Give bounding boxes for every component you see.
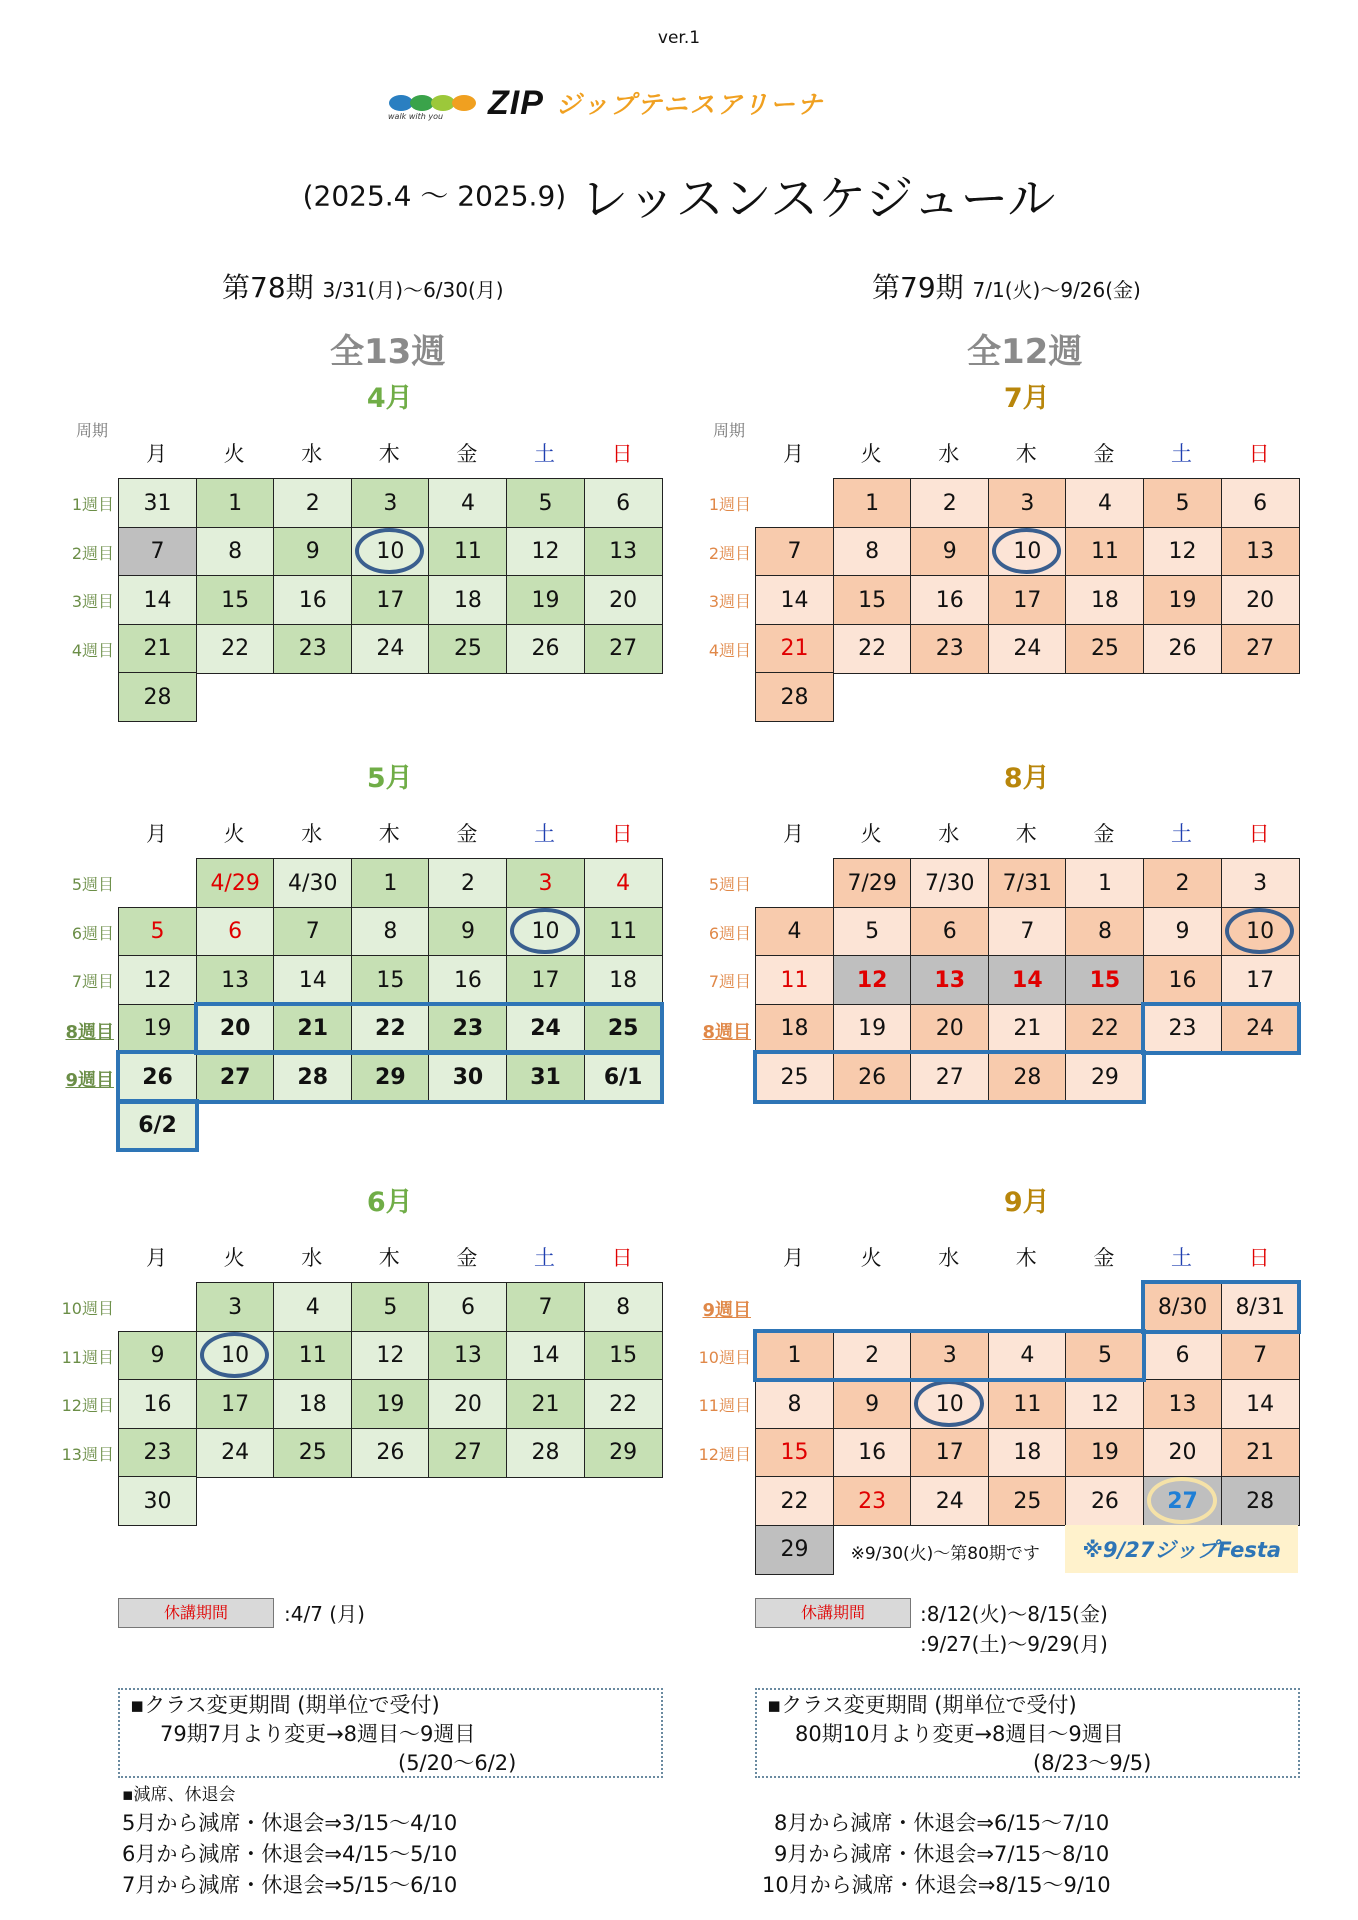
aug-day-cell[interactable]: 14 bbox=[988, 955, 1067, 1005]
aug-week-label-3: 8週目 bbox=[702, 1021, 751, 1043]
sep-day-cell[interactable]: 5 bbox=[1065, 1331, 1144, 1381]
aug-day-cell[interactable]: 27 bbox=[910, 1052, 989, 1102]
jul-day-cell[interactable]: 1 bbox=[833, 478, 912, 528]
jul-day-cell[interactable]: 22 bbox=[833, 624, 912, 674]
apr-day-cell[interactable]: 16 bbox=[273, 575, 352, 625]
may-dayheader-6: 日 bbox=[611, 822, 633, 846]
apr-day-cell[interactable]: 24 bbox=[351, 624, 430, 674]
jun-day-cell[interactable]: 24 bbox=[196, 1428, 275, 1478]
jun-week-label-0: 10週目 bbox=[61, 1299, 114, 1318]
jul-week-label-1: 2週目 bbox=[708, 543, 751, 563]
jul-day-cell[interactable]: 7 bbox=[755, 527, 834, 577]
jul-day-cell[interactable]: 3 bbox=[988, 478, 1067, 528]
may-day-cell[interactable]: 28 bbox=[273, 1052, 352, 1102]
jun-day-cell[interactable]: 23 bbox=[118, 1428, 197, 1478]
sep-day-cell[interactable]: 7 bbox=[1221, 1331, 1300, 1381]
sep-day-cell[interactable]: 18 bbox=[988, 1428, 1067, 1478]
jun-dayheader-3: 木 bbox=[378, 1246, 400, 1270]
apr-day-cell[interactable]: 31 bbox=[118, 478, 197, 528]
class-change-box-right bbox=[755, 1688, 1300, 1778]
apr-day-cell[interactable]: 8 bbox=[196, 527, 275, 577]
sep-day-cell[interactable]: 4 bbox=[988, 1331, 1067, 1381]
jun-day-cell[interactable]: 15 bbox=[584, 1331, 663, 1381]
sep-day-cell[interactable]: 22 bbox=[755, 1476, 834, 1526]
aug-dayheader-4: 金 bbox=[1093, 822, 1115, 846]
jun-day-cell[interactable]: 9 bbox=[118, 1331, 197, 1381]
class-change-left-line1: 79期7月より変更→8週目～9週目 bbox=[160, 1722, 476, 1746]
may-day-cell[interactable]: 23 bbox=[428, 1004, 507, 1054]
aug-day-cell[interactable]: 28 bbox=[988, 1052, 1067, 1102]
term78-header bbox=[222, 266, 504, 306]
may-week-label-3: 8週目 bbox=[65, 1021, 114, 1043]
jul-day-cell[interactable]: 25 bbox=[1065, 624, 1144, 674]
jul-day-cell[interactable]: 20 bbox=[1221, 575, 1300, 625]
jul-week-label-0: 1週目 bbox=[708, 495, 751, 514]
jul-day-cell[interactable]: 13 bbox=[1221, 527, 1300, 577]
may-dayheader-1: 火 bbox=[223, 822, 245, 846]
apr-day-cell[interactable]: 20 bbox=[584, 575, 663, 625]
jun-day-cell[interactable]: 8 bbox=[584, 1282, 663, 1332]
aug-day-cell[interactable]: 5 bbox=[833, 907, 912, 957]
jun-dayheader-1: 火 bbox=[223, 1246, 245, 1270]
reduce-right-2: 9月から減席・休退会⇒7/15～8/10 bbox=[774, 1842, 1110, 1866]
legend-right-text-1: :8/12(火)～8/15(金) bbox=[920, 1602, 1108, 1626]
apr-day-cell[interactable]: 27 bbox=[584, 624, 663, 674]
sep-week-label-0: 9週目 bbox=[702, 1300, 751, 1321]
logo-name: ジップテニスアリーナ bbox=[555, 90, 824, 119]
may-day-cell[interactable]: 31 bbox=[506, 1052, 585, 1102]
apr-week-label-2: 3週目 bbox=[71, 592, 114, 611]
jul-dayheader-5: 土 bbox=[1171, 442, 1192, 466]
aug-week-label-0: 5週目 bbox=[708, 875, 751, 894]
aug-day-cell[interactable]: 7/31 bbox=[988, 858, 1067, 908]
apr-day-cell[interactable]: 22 bbox=[196, 624, 275, 674]
sep-dayheader-0: 月 bbox=[783, 1246, 804, 1270]
apr-dayheader-2: 水 bbox=[301, 442, 323, 466]
sep-week-label-2: 11週目 bbox=[698, 1396, 751, 1415]
jul-day-cell[interactable]: 4 bbox=[1065, 478, 1144, 528]
jun-month-title: 6月 bbox=[366, 1187, 413, 1218]
jul-day-cell[interactable]: 26 bbox=[1143, 624, 1222, 674]
sep-day-cell[interactable]: 6 bbox=[1143, 1331, 1222, 1381]
may-day-cell[interactable]: 1 bbox=[351, 858, 430, 908]
may-dayheader-2: 水 bbox=[301, 822, 323, 846]
may-day-cell[interactable]: 21 bbox=[273, 1004, 352, 1054]
may-day-cell[interactable]: 6 bbox=[196, 907, 275, 957]
apr-day-cell[interactable]: 28 bbox=[118, 672, 197, 722]
may-day-cell[interactable]: 10 bbox=[506, 907, 585, 957]
apr-dayheader-4: 金 bbox=[456, 442, 478, 466]
jul-dayheader-6: 日 bbox=[1248, 442, 1270, 466]
jul-day-cell[interactable]: 23 bbox=[910, 624, 989, 674]
aug-day-cell[interactable]: 25 bbox=[755, 1052, 834, 1102]
jul-dayheader-0: 月 bbox=[783, 442, 804, 466]
sep-day-cell[interactable]: 2 bbox=[833, 1331, 912, 1381]
jul-day-cell[interactable]: 27 bbox=[1221, 624, 1300, 674]
may-day-cell[interactable]: 6/2 bbox=[118, 1101, 197, 1151]
may-day-cell[interactable]: 2 bbox=[428, 858, 507, 908]
legend-left-text: :4/7 (月) bbox=[284, 1602, 365, 1626]
aug-day-cell[interactable]: 6 bbox=[910, 907, 989, 957]
jun-day-cell[interactable]: 26 bbox=[351, 1428, 430, 1478]
jun-dayheader-4: 金 bbox=[456, 1246, 478, 1270]
sep-day-cell[interactable]: 9 bbox=[833, 1379, 912, 1429]
jun-day-cell[interactable]: 13 bbox=[428, 1331, 507, 1381]
jul-day-cell[interactable]: 11 bbox=[1065, 527, 1144, 577]
sep-day-cell[interactable]: 8/31 bbox=[1221, 1282, 1300, 1332]
jul-day-cell[interactable]: 28 bbox=[755, 672, 834, 722]
apr-day-cell[interactable]: 17 bbox=[351, 575, 430, 625]
page-title bbox=[0, 160, 1358, 229]
jun-day-cell[interactable]: 18 bbox=[273, 1379, 352, 1429]
jul-day-cell[interactable]: 21 bbox=[755, 624, 834, 674]
may-dayheader-5: 土 bbox=[534, 822, 555, 846]
jul-day-cell[interactable]: 14 bbox=[755, 575, 834, 625]
apr-dayheader-6: 日 bbox=[611, 442, 633, 466]
jun-dayheader-2: 水 bbox=[301, 1246, 323, 1270]
aug-day-cell[interactable]: 20 bbox=[910, 1004, 989, 1054]
aug-day-cell[interactable]: 2 bbox=[1143, 858, 1222, 908]
class-change-right-line1: 80期10月より変更→8週目～9週目 bbox=[795, 1722, 1124, 1746]
apr-day-cell[interactable]: 1 bbox=[196, 478, 275, 528]
apr-day-cell[interactable]: 11 bbox=[428, 527, 507, 577]
logo-brand: ZIP bbox=[488, 83, 544, 122]
sep-day-cell[interactable]: 8 bbox=[755, 1379, 834, 1429]
jul-day-cell[interactable]: 6 bbox=[1221, 478, 1300, 528]
may-day-cell[interactable]: 19 bbox=[118, 1004, 197, 1054]
sep-next-term-note: ※9/30(火)～第80期です bbox=[850, 1543, 1040, 1564]
may-month-title: 5月 bbox=[366, 763, 413, 794]
jul-dayheader-4: 金 bbox=[1093, 442, 1115, 466]
apr-day-cell[interactable]: 14 bbox=[118, 575, 197, 625]
term79-weeks: 全12週 bbox=[967, 332, 1083, 372]
may-day-cell[interactable]: 30 bbox=[428, 1052, 507, 1102]
jul-cycle-label: 周期 bbox=[713, 421, 746, 440]
may-day-cell[interactable]: 4 bbox=[584, 858, 663, 908]
jun-day-cell[interactable]: 5 bbox=[351, 1282, 430, 1332]
apr-dayheader-3: 木 bbox=[378, 442, 400, 466]
apr-week-label-0: 1週目 bbox=[71, 495, 114, 514]
sep-day-cell[interactable]: 3 bbox=[910, 1331, 989, 1381]
class-change-left-line2: (5/20～6/2) bbox=[398, 1751, 517, 1775]
apr-day-cell[interactable]: 3 bbox=[351, 478, 430, 528]
sep-dayheader-1: 火 bbox=[860, 1246, 882, 1270]
legend-right-text-2: :9/27(土)～9/29(月) bbox=[920, 1632, 1108, 1656]
jul-day-cell[interactable]: 10 bbox=[988, 527, 1067, 577]
apr-day-cell[interactable]: 2 bbox=[273, 478, 352, 528]
term79-dates: 7/1(火)～9/26(金) bbox=[972, 278, 1141, 302]
reduce-left-1: 5月から減席・休退会⇒3/15～4/10 bbox=[122, 1811, 458, 1835]
jun-day-cell[interactable]: 21 bbox=[506, 1379, 585, 1429]
jun-week-label-3: 13週目 bbox=[61, 1444, 114, 1464]
logo-tagline: walk with you bbox=[388, 112, 444, 121]
may-day-cell[interactable]: 11 bbox=[584, 907, 663, 957]
jul-week-label-2: 3週目 bbox=[708, 592, 751, 611]
aug-day-cell[interactable]: 19 bbox=[833, 1004, 912, 1054]
jun-day-cell[interactable]: 25 bbox=[273, 1428, 352, 1478]
may-dayheader-3: 木 bbox=[378, 822, 400, 846]
may-week-label-2: 7週目 bbox=[71, 972, 114, 991]
apr-day-cell[interactable]: 12 bbox=[506, 527, 585, 577]
sep-day-cell[interactable]: 8/30 bbox=[1143, 1282, 1222, 1332]
aug-day-cell[interactable]: 7/30 bbox=[910, 858, 989, 908]
may-day-cell[interactable]: 29 bbox=[351, 1052, 430, 1102]
sep-week-label-1: 10週目 bbox=[698, 1347, 751, 1367]
aug-week-label-2: 7週目 bbox=[708, 972, 751, 991]
sep-day-cell[interactable]: 25 bbox=[988, 1476, 1067, 1526]
may-day-cell[interactable]: 22 bbox=[351, 1004, 430, 1054]
sep-day-cell[interactable]: 27 bbox=[1143, 1476, 1222, 1526]
may-day-cell[interactable]: 7 bbox=[273, 907, 352, 957]
aug-day-cell[interactable]: 15 bbox=[1065, 955, 1144, 1005]
may-dayheader-4: 金 bbox=[456, 822, 478, 846]
aug-dayheader-2: 水 bbox=[938, 822, 960, 846]
jun-day-cell[interactable]: 10 bbox=[196, 1331, 275, 1381]
aug-day-cell[interactable]: 23 bbox=[1143, 1004, 1222, 1054]
may-day-cell[interactable]: 13 bbox=[196, 955, 275, 1005]
jul-day-cell[interactable]: 2 bbox=[910, 478, 989, 528]
apr-day-cell[interactable]: 15 bbox=[196, 575, 275, 625]
jul-day-cell[interactable]: 9 bbox=[910, 527, 989, 577]
sep-day-cell[interactable]: 15 bbox=[755, 1428, 834, 1478]
apr-day-cell[interactable]: 18 bbox=[428, 575, 507, 625]
jul-month-title: 7月 bbox=[1003, 383, 1050, 414]
may-day-cell[interactable]: 25 bbox=[584, 1004, 663, 1054]
jun-week-label-2: 12週目 bbox=[61, 1396, 114, 1415]
aug-day-cell[interactable]: 29 bbox=[1065, 1052, 1144, 1102]
may-week-label-0: 5週目 bbox=[71, 875, 114, 894]
jun-day-cell[interactable]: 12 bbox=[351, 1331, 430, 1381]
jun-day-cell[interactable]: 29 bbox=[584, 1428, 663, 1478]
apr-dayheader-5: 土 bbox=[534, 442, 555, 466]
sep-day-cell[interactable]: 28 bbox=[1221, 1476, 1300, 1526]
jul-dayheader-2: 水 bbox=[938, 442, 960, 466]
jul-day-cell[interactable]: 16 bbox=[910, 575, 989, 625]
jul-day-cell[interactable]: 24 bbox=[988, 624, 1067, 674]
jun-day-cell[interactable]: 6 bbox=[428, 1282, 507, 1332]
sep-day-cell[interactable]: 29 bbox=[755, 1525, 834, 1575]
sep-day-cell[interactable]: 14 bbox=[1221, 1379, 1300, 1429]
aug-dayheader-5: 土 bbox=[1171, 822, 1192, 846]
apr-day-cell[interactable]: 21 bbox=[118, 624, 197, 674]
jun-day-cell[interactable]: 20 bbox=[428, 1379, 507, 1429]
jun-day-cell[interactable]: 7 bbox=[506, 1282, 585, 1332]
aug-day-cell[interactable]: 8 bbox=[1065, 907, 1144, 957]
sep-day-cell[interactable]: 10 bbox=[910, 1379, 989, 1429]
aug-day-cell[interactable]: 12 bbox=[833, 955, 912, 1005]
sep-month-title: 9月 bbox=[1003, 1187, 1050, 1218]
aug-day-cell[interactable]: 22 bbox=[1065, 1004, 1144, 1054]
apr-day-cell[interactable]: 19 bbox=[506, 575, 585, 625]
reduce-right-1: 8月から減席・休退会⇒6/15～7/10 bbox=[774, 1811, 1110, 1835]
apr-month-title: 4月 bbox=[366, 383, 413, 414]
leaf-logo-icon bbox=[388, 92, 478, 114]
legend-swatch-right: 休講期間 bbox=[755, 1598, 911, 1628]
may-day-cell[interactable]: 27 bbox=[196, 1052, 275, 1102]
sep-dayheader-6: 日 bbox=[1248, 1246, 1270, 1270]
aug-dayheader-1: 火 bbox=[860, 822, 882, 846]
aug-day-cell[interactable]: 17 bbox=[1221, 955, 1300, 1005]
jun-day-cell[interactable]: 19 bbox=[351, 1379, 430, 1429]
apr-cycle-label: 周期 bbox=[76, 421, 109, 440]
jul-dayheader-1: 火 bbox=[860, 442, 882, 466]
may-day-cell[interactable]: 8 bbox=[351, 907, 430, 957]
aug-day-cell[interactable]: 11 bbox=[755, 955, 834, 1005]
may-day-cell[interactable]: 12 bbox=[118, 955, 197, 1005]
may-day-cell[interactable]: 5 bbox=[118, 907, 197, 957]
term78-weeks: 全13週 bbox=[330, 332, 446, 372]
jun-day-cell[interactable]: 3 bbox=[196, 1282, 275, 1332]
aug-dayheader-0: 月 bbox=[783, 822, 804, 846]
may-day-cell[interactable]: 15 bbox=[351, 955, 430, 1005]
term79-header bbox=[872, 266, 1141, 306]
may-day-cell[interactable]: 20 bbox=[196, 1004, 275, 1054]
term79-label: 第79期 bbox=[872, 271, 964, 304]
sep-day-cell[interactable]: 21 bbox=[1221, 1428, 1300, 1478]
jun-dayheader-5: 土 bbox=[534, 1246, 555, 1270]
logo bbox=[388, 83, 824, 122]
aug-day-cell[interactable]: 24 bbox=[1221, 1004, 1300, 1054]
may-day-cell[interactable]: 26 bbox=[118, 1052, 197, 1102]
version-label: ver.1 bbox=[657, 28, 701, 48]
jul-day-cell[interactable]: 15 bbox=[833, 575, 912, 625]
sep-day-cell[interactable]: 1 bbox=[755, 1331, 834, 1381]
jul-day-cell[interactable]: 12 bbox=[1143, 527, 1222, 577]
jul-day-cell[interactable]: 5 bbox=[1143, 478, 1222, 528]
apr-day-cell[interactable]: 23 bbox=[273, 624, 352, 674]
jun-day-cell[interactable]: 14 bbox=[506, 1331, 585, 1381]
reduce-left-3: 7月から減席・休退会⇒5/15～6/10 bbox=[122, 1873, 458, 1897]
jun-day-cell[interactable]: 17 bbox=[196, 1379, 275, 1429]
jun-day-cell[interactable]: 16 bbox=[118, 1379, 197, 1429]
aug-day-cell[interactable]: 7/29 bbox=[833, 858, 912, 908]
may-day-cell[interactable]: 4/29 bbox=[196, 858, 275, 908]
apr-day-cell[interactable]: 10 bbox=[351, 527, 430, 577]
class-change-right-title: ▪クラス変更期間 (期単位で受付) bbox=[767, 1693, 1077, 1717]
jul-day-cell[interactable]: 8 bbox=[833, 527, 912, 577]
title-range: (2025.4 ～ 2025.9) bbox=[302, 179, 567, 213]
sep-dayheader-3: 木 bbox=[1015, 1246, 1037, 1270]
sep-day-cell[interactable]: 26 bbox=[1065, 1476, 1144, 1526]
apr-dayheader-1: 火 bbox=[223, 442, 245, 466]
apr-day-cell[interactable]: 6 bbox=[584, 478, 663, 528]
jul-day-cell[interactable]: 17 bbox=[988, 575, 1067, 625]
aug-dayheader-3: 木 bbox=[1015, 822, 1037, 846]
legend-swatch-left: 休講期間 bbox=[118, 1598, 274, 1628]
sep-day-cell[interactable]: 16 bbox=[833, 1428, 912, 1478]
aug-day-cell[interactable]: 13 bbox=[910, 955, 989, 1005]
jun-day-cell[interactable]: 27 bbox=[428, 1428, 507, 1478]
sep-dayheader-2: 水 bbox=[938, 1246, 960, 1270]
jun-week-label-1: 11週目 bbox=[61, 1347, 114, 1367]
sep-day-cell[interactable]: 13 bbox=[1143, 1379, 1222, 1429]
sep-day-cell[interactable]: 20 bbox=[1143, 1428, 1222, 1478]
jun-day-cell[interactable]: 30 bbox=[118, 1476, 197, 1526]
sep-festa-note: ※9/27ジップFesta bbox=[1065, 1525, 1298, 1574]
sep-day-cell[interactable]: 24 bbox=[910, 1476, 989, 1526]
term78-dates: 3/31(月)～6/30(月) bbox=[322, 278, 504, 302]
sep-dayheader-5: 土 bbox=[1171, 1246, 1192, 1270]
may-day-cell[interactable]: 3 bbox=[506, 858, 585, 908]
sep-dayheader-4: 金 bbox=[1093, 1246, 1115, 1270]
aug-day-cell[interactable]: 7 bbox=[988, 907, 1067, 957]
aug-day-cell[interactable]: 21 bbox=[988, 1004, 1067, 1054]
aug-day-cell[interactable]: 4 bbox=[755, 907, 834, 957]
sep-day-cell[interactable]: 11 bbox=[988, 1379, 1067, 1429]
reduce-right-3: 10月から減席・休退会⇒8/15～9/10 bbox=[762, 1873, 1111, 1897]
apr-day-cell[interactable]: 4 bbox=[428, 478, 507, 528]
title-main: レッスンスケジュール bbox=[580, 171, 1056, 227]
class-change-left-title: ▪クラス変更期間 (期単位で受付) bbox=[130, 1693, 440, 1717]
class-change-box-left bbox=[118, 1688, 663, 1778]
jul-day-cell[interactable]: 19 bbox=[1143, 575, 1222, 625]
may-day-cell[interactable]: 4/30 bbox=[273, 858, 352, 908]
jul-day-cell[interactable]: 18 bbox=[1065, 575, 1144, 625]
jun-day-cell[interactable]: 28 bbox=[506, 1428, 585, 1478]
sep-day-cell[interactable]: 19 bbox=[1065, 1428, 1144, 1478]
apr-day-cell[interactable]: 25 bbox=[428, 624, 507, 674]
apr-day-cell[interactable]: 13 bbox=[584, 527, 663, 577]
may-day-cell[interactable]: 18 bbox=[584, 955, 663, 1005]
aug-week-label-1: 6週目 bbox=[708, 923, 751, 943]
class-change-right-line2: (8/23～9/5) bbox=[1033, 1751, 1152, 1775]
aug-month-title: 8月 bbox=[1003, 763, 1050, 794]
may-day-cell[interactable]: 17 bbox=[506, 955, 585, 1005]
jun-day-cell[interactable]: 11 bbox=[273, 1331, 352, 1381]
sep-day-cell[interactable]: 23 bbox=[833, 1476, 912, 1526]
aug-day-cell[interactable]: 16 bbox=[1143, 955, 1222, 1005]
jun-day-cell[interactable]: 22 bbox=[584, 1379, 663, 1429]
apr-day-cell[interactable]: 9 bbox=[273, 527, 352, 577]
jul-dayheader-3: 木 bbox=[1015, 442, 1037, 466]
aug-dayheader-6: 日 bbox=[1248, 822, 1270, 846]
apr-week-label-1: 2週目 bbox=[71, 543, 114, 563]
term78-label: 第78期 bbox=[222, 271, 314, 304]
apr-week-label-3: 4週目 bbox=[71, 640, 114, 660]
aug-day-cell[interactable]: 10 bbox=[1221, 907, 1300, 957]
may-week-label-1: 6週目 bbox=[71, 923, 114, 943]
reduce-title: ▪減席、休退会 bbox=[122, 1785, 236, 1805]
reduce-left-2: 6月から減席・休退会⇒4/15～5/10 bbox=[122, 1842, 458, 1866]
may-day-cell[interactable]: 6/1 bbox=[584, 1052, 663, 1102]
jul-week-label-3: 4週目 bbox=[708, 640, 751, 660]
sep-day-cell[interactable]: 17 bbox=[910, 1428, 989, 1478]
aug-day-cell[interactable]: 1 bbox=[1065, 858, 1144, 908]
may-day-cell[interactable]: 14 bbox=[273, 955, 352, 1005]
may-dayheader-0: 月 bbox=[146, 822, 167, 846]
aug-day-cell[interactable]: 3 bbox=[1221, 858, 1300, 908]
jun-dayheader-0: 月 bbox=[146, 1246, 167, 1270]
apr-day-cell[interactable]: 5 bbox=[506, 478, 585, 528]
apr-day-cell[interactable]: 7 bbox=[118, 527, 197, 577]
aug-day-cell[interactable]: 26 bbox=[833, 1052, 912, 1102]
sep-day-cell[interactable]: 12 bbox=[1065, 1379, 1144, 1429]
apr-dayheader-0: 月 bbox=[146, 442, 167, 466]
jun-day-cell[interactable]: 4 bbox=[273, 1282, 352, 1332]
may-day-cell[interactable]: 16 bbox=[428, 955, 507, 1005]
may-day-cell[interactable]: 9 bbox=[428, 907, 507, 957]
apr-day-cell[interactable]: 26 bbox=[506, 624, 585, 674]
sep-week-label-3: 12週目 bbox=[698, 1444, 751, 1464]
may-week-label-4: 9週目 bbox=[65, 1070, 114, 1091]
jun-dayheader-6: 日 bbox=[611, 1246, 633, 1270]
aug-day-cell[interactable]: 18 bbox=[755, 1004, 834, 1054]
may-day-cell[interactable]: 24 bbox=[506, 1004, 585, 1054]
aug-day-cell[interactable]: 9 bbox=[1143, 907, 1222, 957]
